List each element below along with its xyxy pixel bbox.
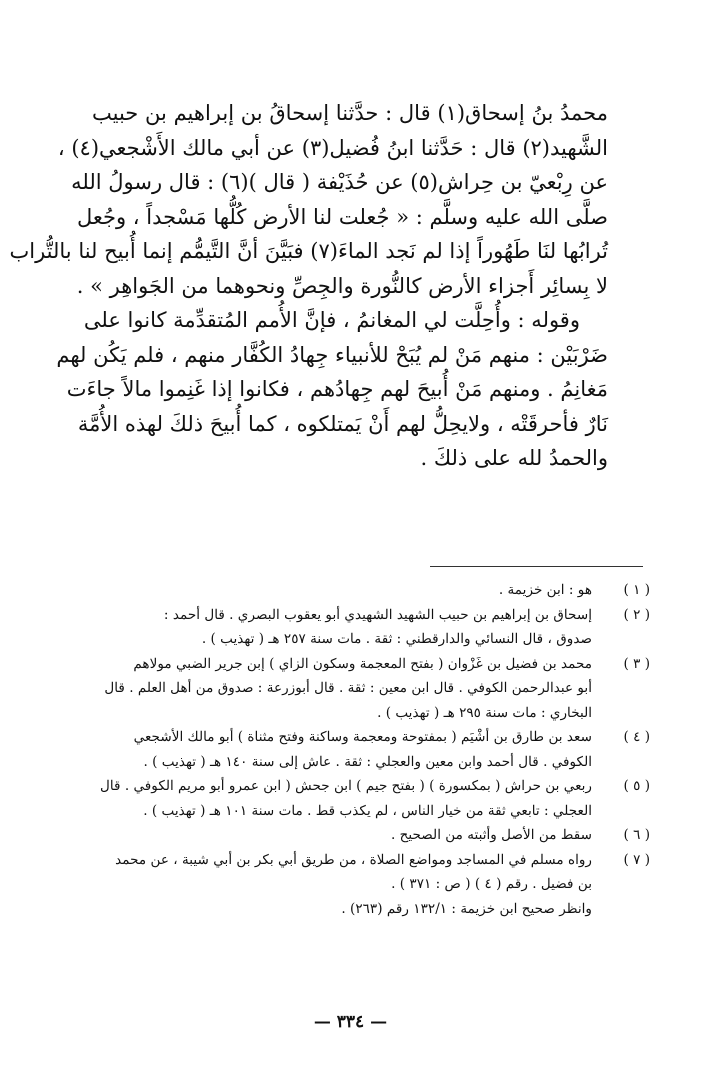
text-line: صلَّى الله عليه وسلَّم : « جُعلت لنا الأرض كُلُّها مَسْجداً ، وجُعل: [76, 204, 608, 229]
footnote-number: ( ٢ ): [623, 606, 650, 623]
text-line: لا بِسائِر أَجزاء الأرض كالنُّورة والجِصِّ ونحوهما من الجَواهِر » .: [76, 273, 608, 298]
footnote-item: [50, 848, 650, 922]
footnote-item: [50, 823, 650, 848]
footnote-item: [50, 774, 650, 823]
footnote-number: ( ٥ ): [623, 778, 650, 794]
footnote-line: البخاري : مات سنة ٢٩٥ هـ ( تهذيب ) .: [377, 704, 592, 721]
footnote-line: أبو عبدالرحمن الكوفي . قال ابن معين : ثقة . قال أبوزرعة : صدوق من أهل العلم . قال: [104, 680, 592, 696]
paragraph-1: [9, 96, 608, 303]
footnote-text: [50, 652, 592, 726]
page-number: — ٣٣٤ —: [313, 1012, 388, 1032]
footnotes: [50, 578, 650, 921]
footnote-item: [50, 603, 650, 652]
footnote-number: ( ١ ): [623, 582, 650, 598]
footnote-line: صدوق ، قال النسائي والدارقطني : ثقة . مات سنة ٢٥٧ هـ ( تهذيب ) .: [201, 631, 592, 647]
footnote-line: بن فضيل . رقم ( ٤ ) ( ص : ٣٧١ ) .: [391, 876, 592, 892]
text-line: عن رِبْعيّ بن حِراش(٥) عن حُذَيْفة ( قال )(٦) : قال رسولُ الله: [71, 170, 608, 194]
text-line: محمدُ بنُ إسحاق(١) قال : حدَّثنا إسحاقُ بن إبراهيم بن حبيب: [92, 101, 608, 125]
footnote-text: [50, 578, 592, 603]
footnote-item: [50, 578, 650, 603]
footnote-text: [50, 823, 592, 848]
footnote-line: سعد بن طارق بن أشْيَم ( بمفتوحة ومعجمة وساكنة وفتح مثناة ) أبو مالك الأشجعي: [133, 729, 592, 745]
text-line: مَغانِمُ . ومنهم مَنْ أُبيحَ لهم جِهادُهم ، فكانوا إذا غَنِموا مالاً جاءَت: [66, 377, 608, 401]
footnote-line: رواه مسلم في المساجد ومواضع الصلاة ، من طريق أبي بكر بن أبي شيبة ، عن محمد: [115, 851, 592, 868]
footnote-line: العجلي : تابعي ثقة من خيار الناس ، لم يكذب قط . مات سنة ١٠١ هـ ( تهذيب ) .: [143, 802, 592, 819]
footnote-line: وانظر صحيح ابن خزيمة : ١٣٢/١ رقم (٢٦٣) .: [341, 900, 592, 917]
footnote-line: ربعي بن حراش ( بمكسورة ) ( بفتح جيم ) ابن جحش ( ابن عمرو أبو مريم الكوفي . قال: [99, 778, 592, 794]
footnote-item: [50, 652, 650, 726]
footnote-line: إسحاق بن إبراهيم بن حبيب الشهيد الشهيدي أبو يعقوب البصري . قال أحمد :: [163, 606, 592, 623]
footnote-line: الكوفي . قال أحمد وابن معين والعجلي : ثقة . عاش إلى سنة ١٤٠ هـ ( تهذيب ) .: [143, 753, 592, 770]
text-line: والحمدُ لله على ذلكَ .: [420, 446, 608, 470]
footnote-number: ( ٤ ): [623, 729, 650, 745]
text-line: الشَّهيد(٢) قال : حَدَّثنا ابنُ فُضيل(٣) عن أبي مالك الأَشْجعي(٤) ،: [57, 135, 608, 160]
footnote-number: ( ٣ ): [623, 655, 650, 672]
paragraph-2: [56, 303, 608, 476]
text-line: تُرابُها لنَا طَهُوراً إذا لم نَجد الماءَ(٧) فبَيَّنَ أنَّ التَّيمُّم إنما أُبيح لنا بالتُّراب: [9, 239, 608, 263]
footnote-line: هو : ابن خزيمة .: [498, 582, 592, 598]
footnote-line: سقط من الأصل وأثبته من الصحيح .: [390, 827, 592, 843]
text-line: وقوله : وأُحِلَّت لي المغانمُ ، فإنَّ الأُمم المُتقدِّمة كانوا على: [83, 308, 580, 332]
footnote-text: [50, 603, 592, 652]
footnote-separator: [430, 566, 643, 567]
footnote-text: [50, 774, 592, 823]
footnote-number: ( ٧ ): [623, 851, 650, 868]
footnote-number: ( ٦ ): [623, 827, 650, 843]
footnote-text: [50, 725, 592, 774]
main-text: [9, 96, 608, 476]
footnote-text: [50, 848, 592, 922]
footnote-line: محمد بن فضيل بن غَزْوان ( بفتح المعجمة وسكون الزاي ) إبن جرير الضبي مولاهم: [133, 655, 592, 672]
text-line: نَارٌ فأحرقَتْه ، ولايحِلُّ لهم أَنْ يَمتلكوه ، كما أُبيحَ ذلكَ لهذه الأُمَّة: [77, 411, 608, 436]
footnote-item: [50, 725, 650, 774]
text-line: ضَرْبَيْن : منهم مَنْ لم يُبَحْ للأنبياء جِهادُ الكُفَّار منهم ، فلم يَكُن لهم: [56, 342, 608, 367]
